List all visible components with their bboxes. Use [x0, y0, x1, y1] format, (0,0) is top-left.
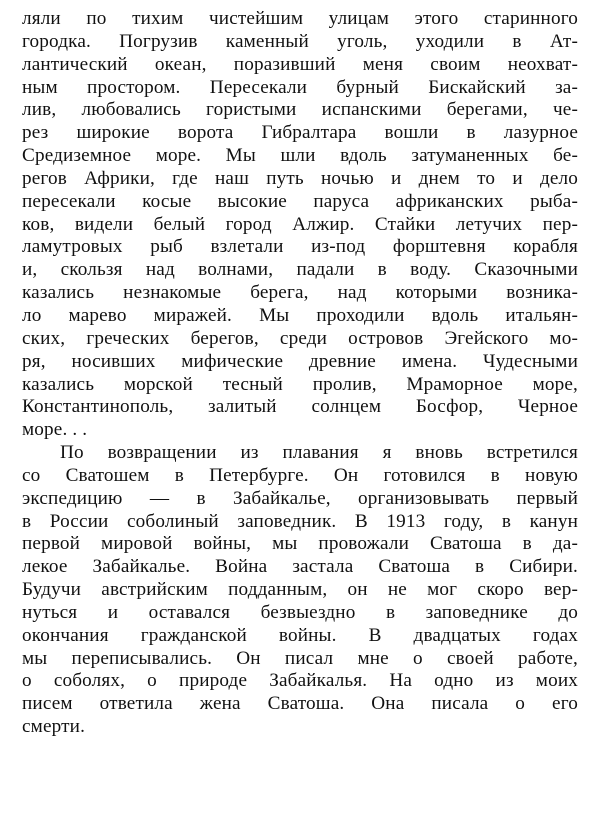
text-line: рез широкие ворота Гибралтара вошли в лазурное — [22, 122, 578, 144]
text-line: мы переписывались. Он писал мне о своей работе, — [22, 647, 578, 669]
text-line: Константинополь, залитый солнцем Босфор, Черное — [22, 396, 578, 418]
text-line: ло марево миражей. Мы проходили вдоль итальян- — [22, 304, 578, 326]
text-line: в России соболиный заповедник. В 1913 году, в канун — [22, 510, 578, 532]
page-text — [22, 8, 578, 739]
text-line: окончания гражданской войны. В двадцатых годах — [22, 624, 578, 646]
text-line: первой мировой войны, мы провожали Сватоша в да- — [22, 533, 578, 555]
text-line: казались морской тесный пролив, Мраморное море, — [22, 373, 578, 395]
text-line: экспедицию — в Забайкалье, организовывать первый — [22, 487, 578, 509]
text-line: со Сватошем в Петербурге. Он готовился в новую — [22, 464, 578, 486]
text-line: ков, видели белый город Алжир. Стайки летучих пер- — [22, 213, 578, 235]
text-line: писем ответила жена Сватоша. Она писала о его — [22, 693, 578, 715]
text-line: смерти. — [22, 716, 86, 738]
text-line: ламутровых рыб взлетали из-под форштевня корабля — [22, 236, 578, 258]
text-line: лекое Забайкалье. Война застала Сватоша в Сибири. — [22, 556, 578, 578]
text-line: о соболях, о природе Забайкалья. На одно из моих — [22, 670, 578, 692]
text-line: пересекали косые высокие паруса африканских рыба- — [22, 190, 578, 212]
text-line: казались незнакомые берега, над которыми возника- — [22, 282, 578, 304]
text-line: Будучи австрийским подданным, он не мог скоро вер- — [22, 579, 578, 601]
text-line: городка. Погрузив каменный уголь, уходили в Ат- — [22, 30, 578, 52]
text-line: ских, греческих берегов, среди островов Эгейского мо- — [22, 327, 578, 349]
text-line: лив, любовались гористыми испанскими берегами, че- — [22, 99, 578, 121]
text-line: лантический океан, поразивший меня своим неохват- — [22, 53, 578, 75]
text-line: По возвращении из плавания я вновь встретился — [60, 442, 578, 464]
text-line: ным простором. Пересекали бурный Бискайский за- — [22, 76, 578, 98]
text-line: нуться и оставался безвыездно в заповеднике до — [22, 601, 578, 623]
text-line: ляли по тихим чистейшим улицам этого старинного — [22, 8, 578, 29]
paragraph-2 — [22, 442, 578, 739]
text-line: Средиземное море. Мы шли вдоль затуманенных бе- — [22, 145, 578, 167]
text-line: и, скользя над волнами, падали в воду. Сказочными — [22, 259, 578, 281]
paragraph-1 — [22, 8, 578, 442]
text-line: регов Африки, где наш путь ночью и днем то и дело — [22, 167, 578, 189]
text-line: море. . . — [22, 419, 88, 441]
text-line: ря, носивших мифические древние имена. Чудесными — [22, 350, 578, 372]
